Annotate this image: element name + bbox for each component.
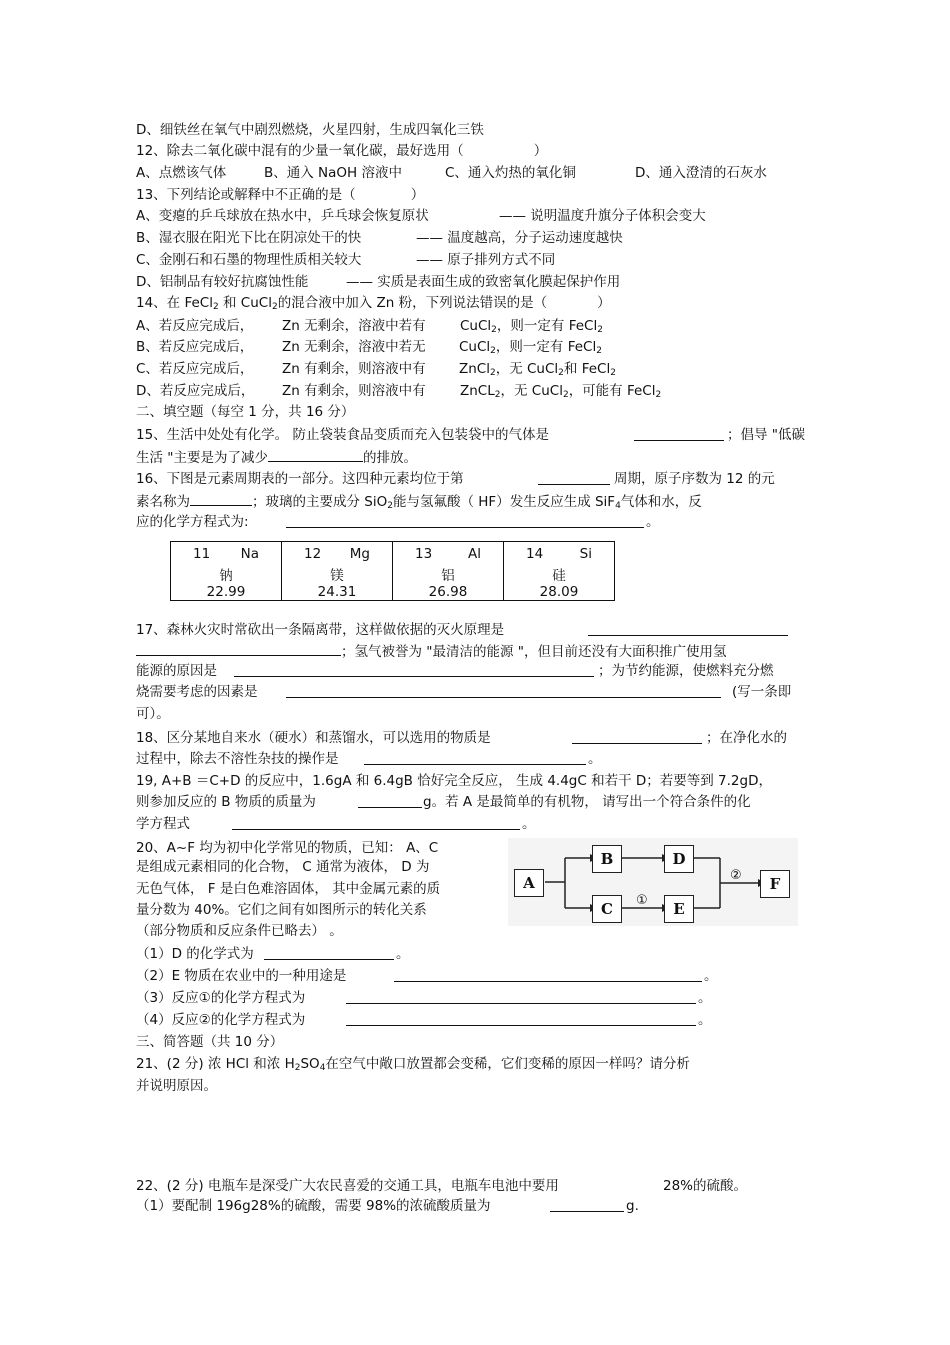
text: ） bbox=[410, 187, 425, 203]
answer-blank[interactable] bbox=[346, 989, 696, 1004]
q20-line-3 bbox=[136, 880, 440, 898]
q20-line-2 bbox=[136, 858, 430, 876]
element-symbol: Mg bbox=[349, 546, 370, 562]
q12-stem bbox=[136, 142, 547, 160]
q16-line-2 bbox=[136, 491, 702, 515]
q20-line-4 bbox=[136, 901, 427, 919]
text: 并说明原因。 bbox=[136, 1078, 217, 1094]
element-name: 硅 bbox=[552, 568, 566, 584]
text: ZnCl bbox=[459, 361, 490, 377]
q19-line-2 bbox=[136, 793, 751, 811]
q14-option-a bbox=[136, 317, 603, 335]
q18-line-2 bbox=[136, 750, 602, 768]
text: 18、区分某地自来水（硬水）和蒸馏水，可以选用的物质是 bbox=[136, 730, 491, 746]
answer-blank[interactable] bbox=[346, 1011, 696, 1026]
text: ） bbox=[533, 143, 548, 159]
q19-line-3 bbox=[136, 815, 536, 833]
diagram-arrows bbox=[508, 838, 798, 926]
subscript: 2 bbox=[597, 325, 603, 335]
text: ZnCL bbox=[460, 383, 495, 399]
periodic-table-excerpt bbox=[170, 541, 615, 601]
q17-line-2 bbox=[136, 641, 727, 661]
text: A、变瘪的乒乓球放在热水中，乒乓球会恢复原状 bbox=[136, 208, 429, 224]
text: Zn 无剩余，溶液中若无 bbox=[282, 339, 426, 355]
q13-stem bbox=[136, 186, 424, 204]
text: Zn 有剩余，则溶液中有 bbox=[282, 383, 426, 399]
q16-line-1 bbox=[136, 470, 775, 488]
q11-option-d bbox=[136, 121, 484, 139]
node-c: C bbox=[592, 895, 622, 923]
text: （1）要配制 196g28%的硫酸，需要 98%的浓硫酸质量为 bbox=[136, 1198, 491, 1214]
answer-blank[interactable] bbox=[286, 513, 644, 528]
reaction-1-label: ① bbox=[636, 893, 648, 908]
text: 。 bbox=[646, 514, 660, 530]
text: 能与氢氟酸（ HF）发生反应生成 SiF bbox=[392, 494, 616, 510]
text: D、细铁丝在氧气中剧烈燃烧，火星四射，生成四氧化三铁 bbox=[136, 122, 484, 138]
subscript: 2 bbox=[489, 368, 496, 378]
answer-blank[interactable] bbox=[264, 945, 394, 960]
text: ；在净化水的 bbox=[706, 730, 787, 746]
text: 20、A~F 均为初中化学常见的物质，已知： A、C bbox=[136, 840, 439, 856]
subscript: 2 bbox=[655, 390, 662, 400]
text: Zn 有剩余，则溶液中有 bbox=[282, 361, 426, 377]
text: B、湿衣服在阳光下比在阴凉处干的快 bbox=[136, 230, 362, 246]
q17-line-1 bbox=[136, 621, 504, 639]
text: 的排放。 bbox=[363, 450, 418, 466]
text: 素名称为 bbox=[136, 494, 190, 510]
text: 生活 "主要是为了减少 bbox=[136, 450, 269, 466]
answer-blank[interactable] bbox=[588, 621, 788, 636]
element-symbol: Al bbox=[468, 546, 481, 562]
text: 。 bbox=[704, 968, 718, 984]
q19-line-1 bbox=[136, 772, 772, 790]
text: 。 bbox=[698, 1012, 712, 1028]
text: 气体和水，反 bbox=[620, 494, 702, 510]
text: 周期，原子序数为 12 的元 bbox=[614, 471, 775, 487]
text: 学方程式 bbox=[136, 816, 190, 832]
q17-line-4 bbox=[136, 683, 792, 701]
subscript: 4 bbox=[319, 1063, 326, 1073]
subscript: 2 bbox=[494, 390, 501, 400]
element-symbol: Si bbox=[579, 546, 592, 562]
text: 是组成元素相同的化合物， C 通常为液体， D 为 bbox=[136, 859, 430, 875]
text: 12、除去二氧化碳中混有的少量一氧化碳，最好选用（ bbox=[136, 143, 464, 159]
text: D、铝制品有较好抗腐蚀性能 bbox=[136, 274, 309, 290]
node-a: A bbox=[514, 869, 544, 897]
text: 应的化学方程式为: bbox=[136, 514, 249, 530]
text: ，可能有 FeCl bbox=[568, 383, 656, 399]
q13-option-a bbox=[136, 207, 706, 225]
text: 。 bbox=[588, 751, 602, 767]
text: ，无 CuCl bbox=[500, 383, 563, 399]
q13-option-c bbox=[136, 251, 556, 269]
q20-sub-4 bbox=[136, 1011, 712, 1029]
text: （部分物质和反应条件已略去） 。 bbox=[136, 923, 343, 939]
answer-blank[interactable] bbox=[234, 662, 594, 677]
text: 三、简答题（共 10 分） bbox=[136, 1034, 284, 1050]
text: 。 bbox=[396, 946, 410, 962]
text: ，则一定有 FeCl bbox=[495, 339, 597, 355]
text: g. bbox=[626, 1198, 639, 1214]
option-d: D、通入澄清的石灰水 bbox=[635, 165, 767, 181]
text: 16、下图是元素周期表的一部分。这四种元素均位于第 bbox=[136, 471, 464, 487]
text: 14、在 FeCl bbox=[136, 295, 213, 311]
text: ，无 CuCl bbox=[495, 361, 559, 377]
q12-options bbox=[136, 164, 767, 182]
answer-blank[interactable] bbox=[286, 683, 721, 698]
q20-sub-3 bbox=[136, 989, 712, 1007]
text: 17、森林火灾时常砍出一条隔离带，这样做依据的灭火原理是 bbox=[136, 622, 505, 638]
node-e: E bbox=[664, 895, 694, 923]
answer-blank[interactable] bbox=[394, 967, 702, 982]
q17-line-3 bbox=[136, 662, 774, 680]
atomic-mass: 28.09 bbox=[539, 584, 579, 600]
element-name: 铝 bbox=[441, 568, 455, 584]
text: （2）E 物质在农业中的一种用途是 bbox=[136, 968, 347, 984]
text: 21、(2 分) 浓 HCl 和浓 H bbox=[136, 1056, 295, 1072]
text: ；倡导 "低碳 bbox=[727, 427, 806, 443]
subscript: 2 bbox=[610, 368, 616, 378]
subscript: 4 bbox=[615, 501, 621, 511]
text: 在空气中敞口放置都会变稀，它们变稀的原因一样吗？请分析 bbox=[325, 1056, 690, 1072]
element-symbol: Na bbox=[240, 546, 259, 562]
subscript: 2 bbox=[387, 501, 393, 511]
node-b: B bbox=[592, 845, 622, 873]
answer-blank[interactable] bbox=[572, 729, 702, 744]
subscript: 2 bbox=[271, 302, 278, 312]
element-cell-si bbox=[504, 542, 615, 601]
q15-line-1 bbox=[136, 426, 806, 444]
q20-line-5 bbox=[136, 922, 343, 940]
text: 则参加反应的 B 物质的质量为 bbox=[136, 794, 316, 810]
q17-line-5 bbox=[136, 705, 170, 723]
text: Zn 无剩余，溶液中若有 bbox=[282, 318, 426, 334]
text: （1）D 的化学式为 bbox=[136, 946, 254, 962]
atomic-number: 13 bbox=[415, 546, 433, 562]
q20-line-1 bbox=[136, 839, 438, 857]
atomic-number: 11 bbox=[193, 546, 211, 562]
q16-line-3 bbox=[136, 513, 660, 531]
q18-line-1 bbox=[136, 729, 787, 747]
text: ；氢气被誉为 "最清洁的能源 "，但目前还没有大面积推广使用氢 bbox=[341, 644, 727, 660]
element-cell-na bbox=[171, 542, 282, 601]
text: ；为节约能源，使燃料充分燃 bbox=[598, 663, 774, 679]
text: A、若反应完成后， bbox=[136, 318, 254, 334]
text: 22、(2 分) 电瓶车是深受广大农民喜爱的交通工具，电瓶车电池中要用 bbox=[136, 1178, 559, 1194]
q22-line-1 bbox=[136, 1177, 748, 1195]
text: ，则一定有 FeCl bbox=[496, 318, 598, 334]
subscript: 2 bbox=[558, 368, 564, 378]
answer-blank[interactable] bbox=[538, 470, 610, 485]
text: （3）反应①的化学方程式为 bbox=[136, 990, 306, 1006]
text: 无色气体， F 是白色难溶固体， 其中金属元素的质 bbox=[136, 881, 441, 897]
atomic-number: 14 bbox=[526, 546, 544, 562]
atomic-mass: 26.98 bbox=[428, 584, 468, 600]
q13-option-d bbox=[136, 273, 621, 291]
text: ） bbox=[597, 295, 611, 311]
subscript: 2 bbox=[491, 325, 497, 335]
text: 能源的原因是 bbox=[136, 663, 217, 679]
text: C、金刚石和石墨的物理性质相关较大 bbox=[136, 252, 362, 268]
text: g。若 A 是最简单的有机物， 请写出一个符合条件的化 bbox=[423, 794, 751, 810]
text: C、若反应完成后， bbox=[136, 361, 254, 377]
q14-stem bbox=[136, 294, 611, 316]
answer-blank[interactable] bbox=[268, 447, 363, 462]
text: 的混合液中加入 Zn 粉，下列说法错误的是（ bbox=[277, 295, 548, 311]
subscript: 2 bbox=[596, 346, 602, 356]
atomic-mass: 22.99 bbox=[206, 584, 246, 600]
q21-line-2 bbox=[136, 1077, 217, 1095]
atomic-mass: 24.31 bbox=[317, 584, 357, 600]
text: 可）。 bbox=[136, 706, 170, 722]
text: 13、下列结论或解释中不正确的是（ bbox=[136, 187, 356, 203]
text: 。 bbox=[522, 816, 536, 832]
subscript: 2 bbox=[490, 346, 496, 356]
text: CuCl bbox=[460, 318, 492, 334]
text: 。 bbox=[698, 990, 712, 1006]
subscript: 2 bbox=[294, 1063, 301, 1073]
element-cell-mg bbox=[282, 542, 393, 601]
q21-line-1 bbox=[136, 1055, 690, 1077]
option-b: B、通入 NaOH 溶液中 bbox=[264, 165, 402, 181]
q20-sub-1 bbox=[136, 945, 410, 963]
text: —— 实质是表面生成的致密氧化膜起保护作用 bbox=[346, 274, 621, 290]
answer-blank[interactable] bbox=[190, 491, 252, 506]
q20-sub-2 bbox=[136, 967, 718, 985]
section-3-heading bbox=[136, 1033, 283, 1051]
element-cell-al bbox=[393, 542, 504, 601]
answer-blank[interactable] bbox=[136, 641, 341, 656]
element-name: 钠 bbox=[219, 568, 233, 584]
q15-line-2 bbox=[136, 447, 417, 467]
text: (写一条即 bbox=[732, 684, 792, 700]
option-c: C、通入灼热的氧化铜 bbox=[445, 165, 576, 181]
text: D、若反应完成后， bbox=[136, 383, 255, 399]
answer-blank[interactable] bbox=[550, 1197, 624, 1212]
text: B、若反应完成后， bbox=[136, 339, 254, 355]
text: ；玻璃的主要成分 SiO bbox=[252, 494, 388, 510]
text: 15、生活中处处有化学。 防止袋装食品变质而充入包装袋中的气体是 bbox=[136, 427, 549, 443]
reaction-2-label: ② bbox=[730, 868, 742, 883]
element-name: 镁 bbox=[330, 568, 344, 584]
text: 二、填空题（每空 1 分，共 16 分） bbox=[136, 404, 355, 420]
text: 烧需要考虑的因素是 bbox=[136, 684, 258, 700]
option-a: A、点燃该气体 bbox=[136, 165, 227, 181]
text: CuCl bbox=[459, 339, 491, 355]
q13-option-b bbox=[136, 229, 623, 247]
q22-line-2 bbox=[136, 1197, 639, 1215]
text: SO bbox=[300, 1056, 320, 1072]
atomic-number: 12 bbox=[304, 546, 322, 562]
text: 量分数为 40%。它们之间有如图所示的转化关系 bbox=[136, 902, 427, 918]
subscript: 2 bbox=[562, 390, 569, 400]
q14-option-b bbox=[136, 338, 602, 356]
q14-option-c bbox=[136, 360, 616, 378]
text: 过程中，除去不溶性杂技的操作是 bbox=[136, 751, 339, 767]
section-2-heading bbox=[136, 403, 354, 421]
node-d: D bbox=[664, 845, 694, 873]
text: （4）反应②的化学方程式为 bbox=[136, 1012, 306, 1028]
text: —— 温度越高，分子运动速度越快 bbox=[416, 230, 623, 246]
text: —— 说明温度升旗分子体积会变大 bbox=[499, 208, 706, 224]
answer-blank[interactable] bbox=[358, 793, 422, 808]
q14-option-d bbox=[136, 382, 662, 400]
answer-blank[interactable] bbox=[634, 426, 724, 441]
text: 19, A+B ＝C+D 的反应中，1.6gA 和 6.4gB 恰好完全反应， 生成 4.4gC 和若干 D；若要等到 7.2gD， bbox=[136, 773, 772, 789]
subscript: 2 bbox=[212, 302, 219, 312]
text: 和 CuCl bbox=[223, 295, 272, 311]
answer-blank[interactable] bbox=[232, 815, 520, 830]
conversion-diagram bbox=[508, 838, 798, 926]
text: —— 原子排列方式不同 bbox=[416, 252, 556, 268]
text: 和 FeCl bbox=[563, 361, 611, 377]
answer-blank[interactable] bbox=[364, 750, 586, 765]
node-f: F bbox=[760, 870, 790, 898]
text: 28%的硫酸。 bbox=[663, 1178, 748, 1194]
